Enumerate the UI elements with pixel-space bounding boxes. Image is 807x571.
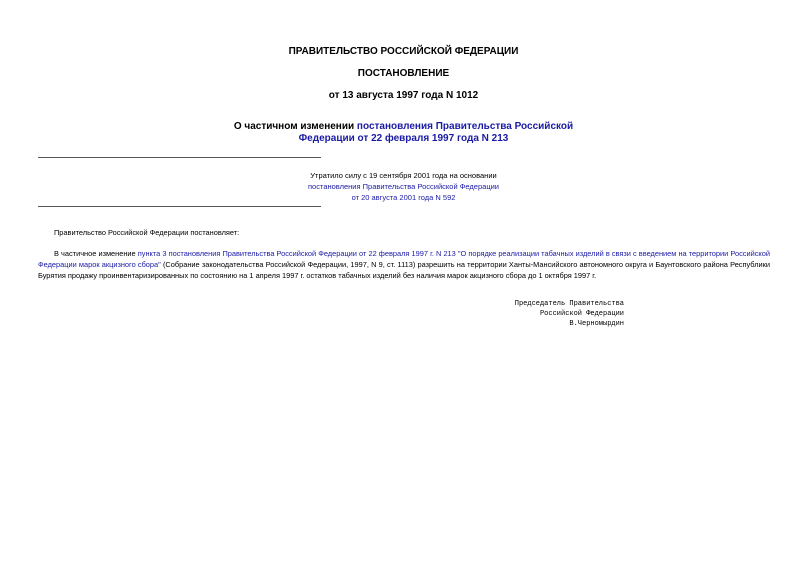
main-paragraph-start: В частичное изменение [54, 249, 138, 258]
signature-line-3: В.Черномырдин [569, 320, 624, 328]
top-divider [38, 157, 321, 158]
document-type: ПОСТАНОВЛЕНИЕ [357, 68, 450, 79]
government-title: ПРАВИТЕЛЬСТВО РОССИЙСКОЙ ФЕДЕРАЦИИ [288, 46, 519, 57]
repeal-note-link-line-3[interactable]: от 20 августа 2001 года N 592 [351, 193, 456, 202]
document-date-number: от 13 августа 1997 года N 1012 [328, 90, 479, 101]
signature-line-1: Председатель Правительства [514, 300, 624, 308]
main-paragraph [38, 248, 770, 281]
repeal-note-link-line-2[interactable]: постановления Правительства Российской Федерации [307, 182, 499, 191]
document-subject [0, 121, 807, 145]
subject-link-part-2[interactable]: Федерации от 22 февраля 1997 года N 213 [298, 133, 509, 144]
signature-line-2: Российской Федерации [539, 310, 624, 318]
main-paragraph-end: (Собрание законодательства Российской Федерации, 1997, N 9, ст. 1113) разрешить на территории Ханты-Мансийского автономного округа и Баунтовского района Республики Бурятия продажу проинвентаризированных по состоянию на 1 апреля 1997 г. остатков табачных изделий без наличия марок акцизного сбора до 1 октября 1997 г. [38, 260, 770, 280]
intro-paragraph: Правительство Российской Федерации постановляет: [54, 228, 240, 237]
repeal-note [0, 170, 807, 203]
bottom-divider [38, 206, 321, 207]
signature-block [460, 299, 624, 329]
main-paragraph-link[interactable]: пункта 3 постановления Правительства Российской Федерации от 22 февраля 1997 г. N 213 "О порядке реализации табачных изделий в связи с введением на территории Российской Федерации марок акцизного сбора" [38, 249, 770, 269]
subject-prefix: О частичном изменении [233, 121, 357, 132]
subject-line-1 [0, 121, 807, 133]
subject-link-part-1[interactable]: постановления Правительства Российской [356, 121, 574, 132]
repeal-note-line-1: Утратило силу с 19 сентября 2001 года на основании [310, 171, 497, 180]
